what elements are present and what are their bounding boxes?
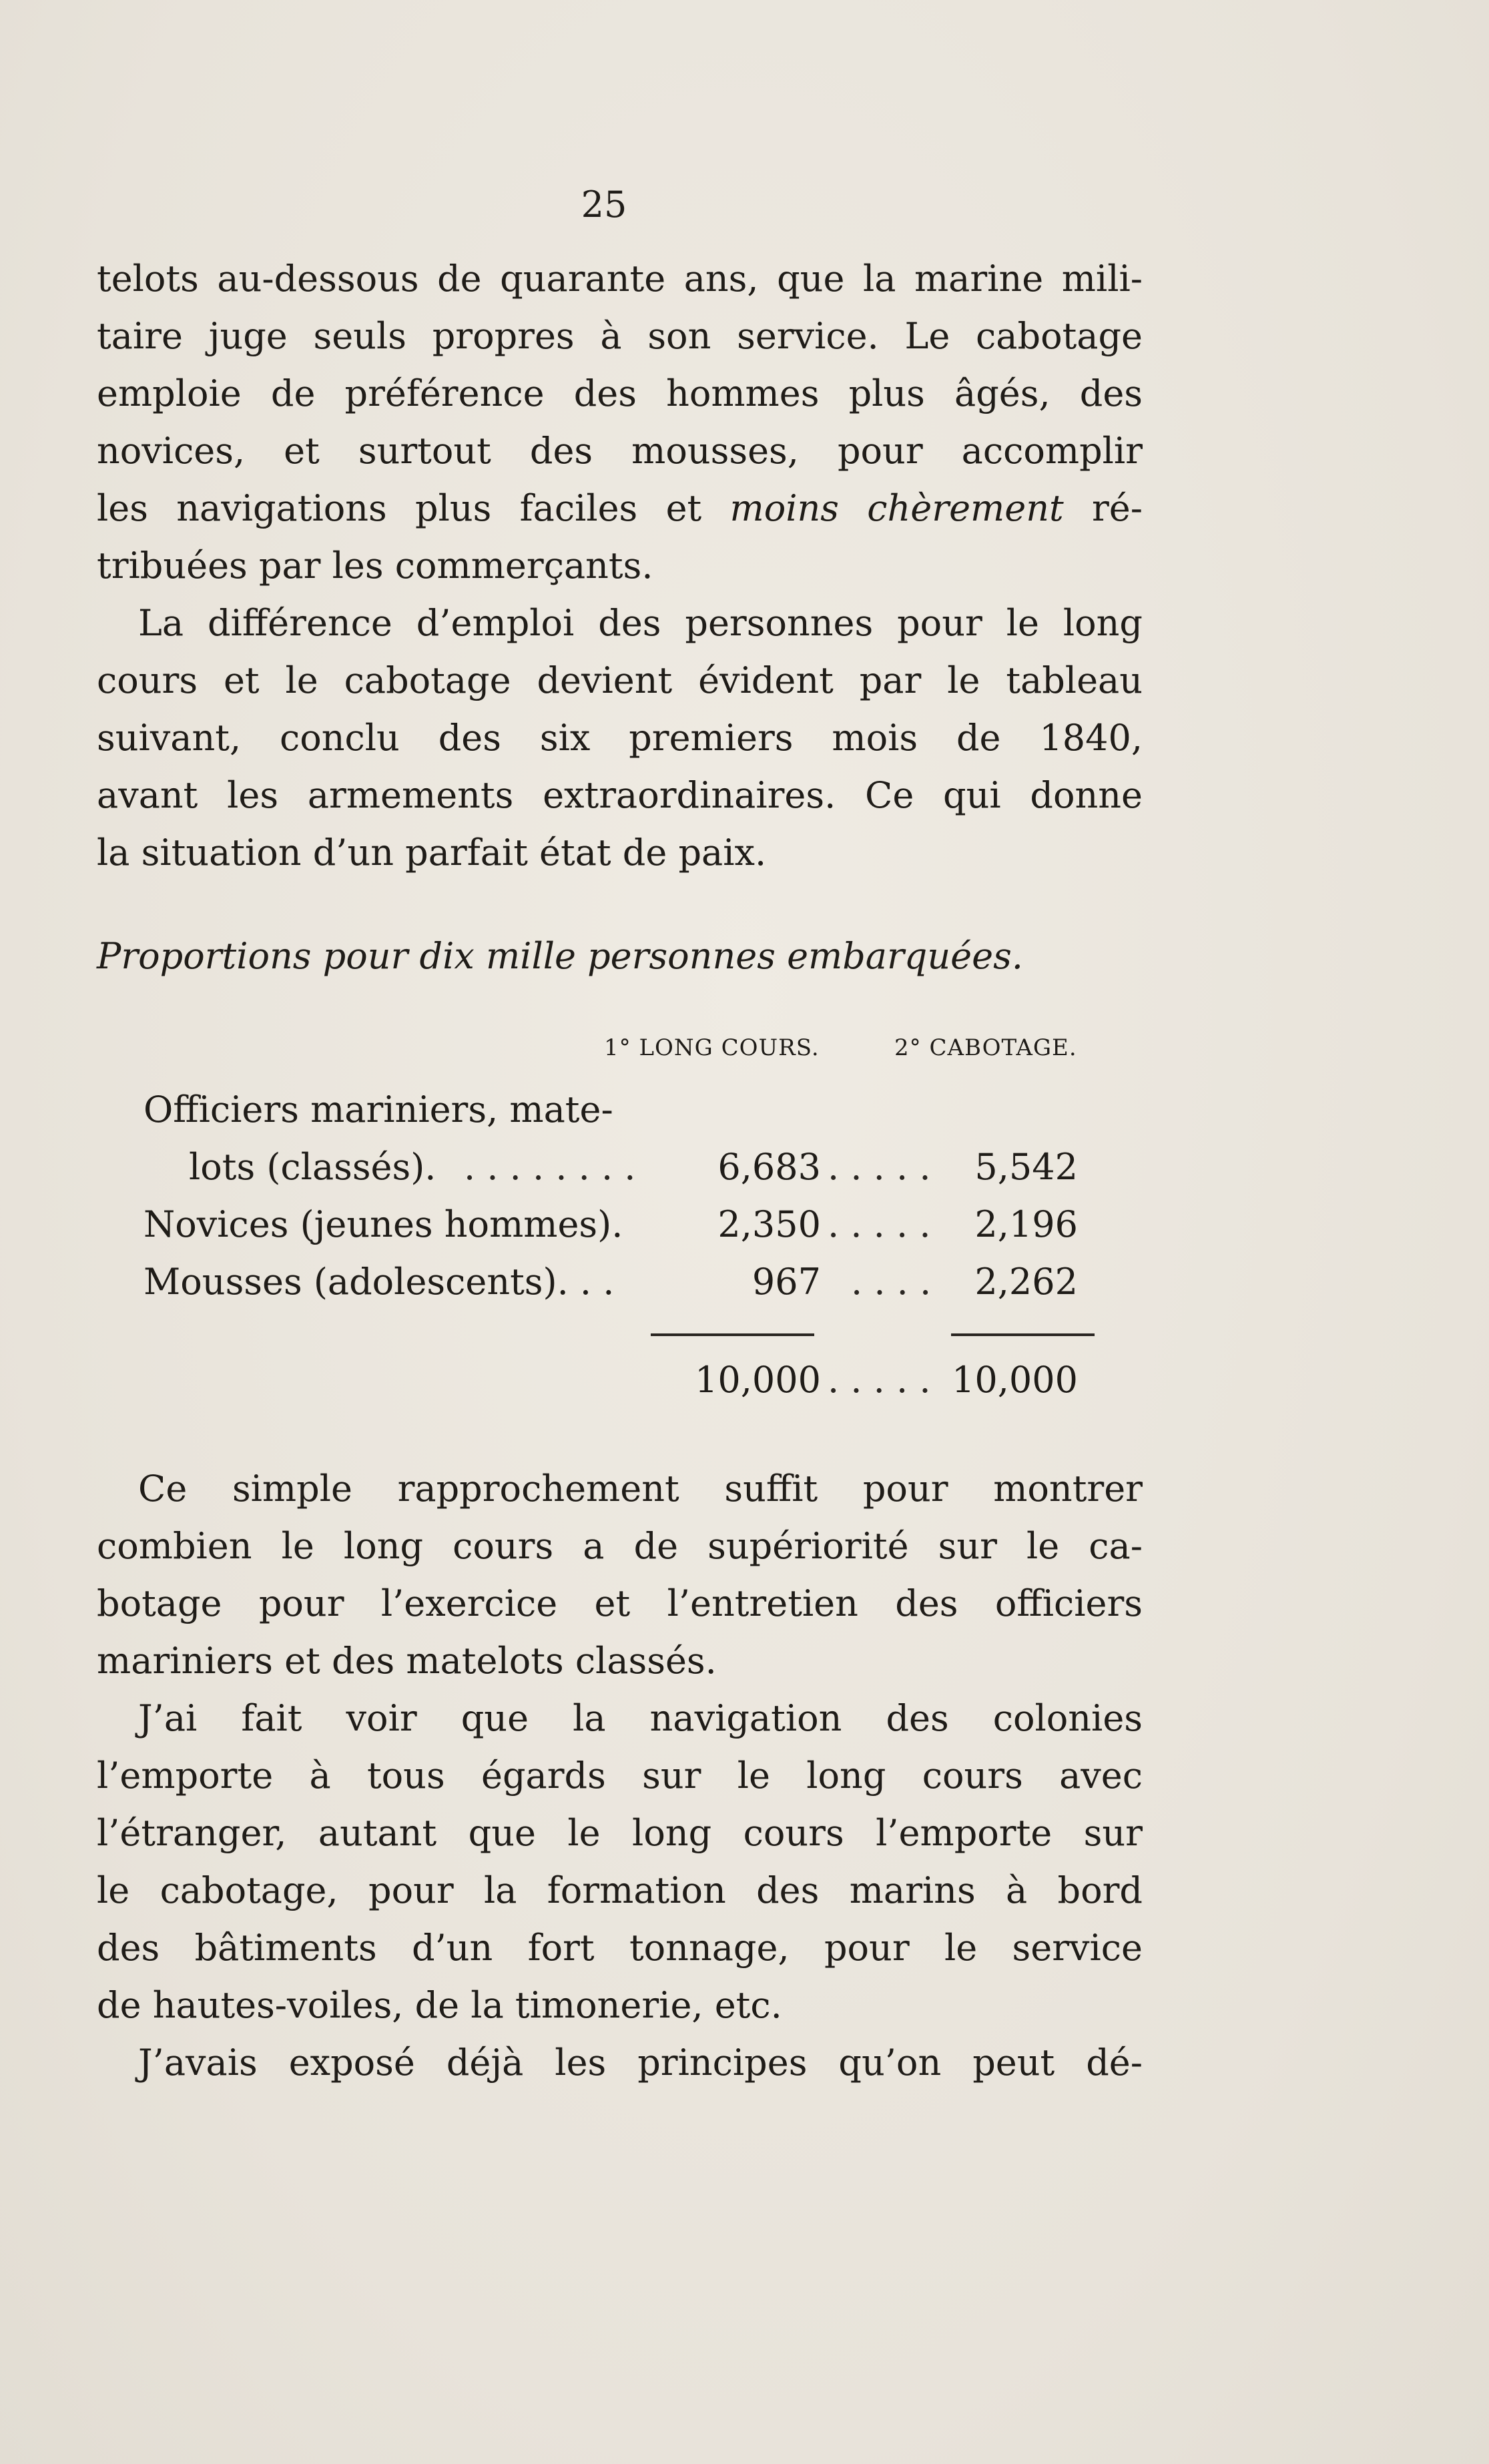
table-total-row: [143, 1351, 1078, 1409]
row-label: Officiers mariniers, mate-: [143, 1089, 613, 1131]
long-cours-total: 10,000: [695, 1359, 821, 1401]
page-number: 25: [581, 184, 627, 226]
text-line: le cabotage, pour la formation des marins à bord: [97, 1869, 1143, 1911]
text-line: cours et le cabotage devient évident par le tableau: [97, 659, 1143, 701]
leader-dots: . . . . . . . .: [464, 1146, 636, 1188]
row-label: lots (classés).: [189, 1146, 436, 1188]
text-line: J’avais exposé déjà les principes qu’on peut dé-: [138, 2042, 1143, 2084]
table-row: [143, 1253, 1078, 1311]
text-line: des bâtiments d’un fort tonnage, pour le service: [97, 1927, 1143, 1969]
long-cours-value: 967: [752, 1261, 821, 1303]
leader-dots: . . . . .: [828, 1359, 931, 1401]
table-row: [143, 1081, 1078, 1139]
text-line: [97, 480, 1143, 537]
text-line: tribuées par les commerçants.: [97, 545, 653, 587]
text-line: Ce simple rapprochement suffit pour montrer: [138, 1468, 1143, 1510]
total-rule-cabotage: [951, 1333, 1095, 1336]
text-line: avant les armements extraordinaires. Ce qui donne: [97, 774, 1143, 816]
leader-dots: . . . .: [851, 1261, 932, 1303]
text-line: telots au-dessous de quarante ans, que la marine mili-: [97, 258, 1143, 300]
cabotage-value: 2,262: [974, 1261, 1078, 1303]
text-line: combien le long cours a de supériorité sur le ca-: [97, 1525, 1143, 1567]
text-line: botage pour l’exercice et l’entretien des officiers: [97, 1582, 1143, 1624]
table-row: [143, 1139, 1078, 1196]
text-line: J’ai fait voir que la navigation des colonies: [138, 1697, 1143, 1739]
text-span: les navigations plus faciles et: [97, 487, 730, 529]
text-line: l’étranger, autant que le long cours l’emporte sur: [97, 1812, 1143, 1854]
text-line: emploie de préférence des hommes plus âgés, des: [97, 372, 1143, 414]
leader-dots: . . . . .: [828, 1146, 931, 1188]
total-rule-long-cours: [651, 1333, 814, 1336]
column-header-cabotage: 2° CABOTAGE.: [894, 1034, 1077, 1061]
long-cours-value: 6,683: [717, 1146, 821, 1188]
row-label: Mousses (adolescents). . .: [143, 1261, 615, 1303]
text-line: mariniers et des matelots classés.: [97, 1640, 717, 1682]
text-line: La différence d’emploi des personnes pour le long: [138, 602, 1143, 644]
text-line: taire juge seuls propres à son service. Le cabotage: [97, 315, 1143, 357]
text-line: la situation d’un parfait état de paix.: [97, 832, 767, 874]
table-caption: Proportions pour dix mille personnes embarquées.: [97, 935, 1023, 977]
long-cours-value: 2,350: [717, 1203, 821, 1245]
text-line: novices, et surtout des mousses, pour accomplir: [97, 430, 1143, 472]
table-row: [143, 1196, 1078, 1253]
text-span: ré-: [1063, 487, 1143, 529]
text-line: de hautes-voiles, de la timonerie, etc.: [97, 1984, 782, 2026]
italic-emphasis: moins chèrement: [729, 487, 1064, 529]
cabotage-total: 10,000: [952, 1359, 1078, 1401]
row-label: Novices (jeunes hommes).: [143, 1203, 623, 1245]
text-line: l’emporte à tous égards sur le long cours avec: [97, 1755, 1143, 1797]
column-header-long-cours: 1° LONG COURS.: [604, 1034, 820, 1061]
text-line: suivant, conclu des six premiers mois de 1840,: [97, 717, 1143, 759]
cabotage-value: 2,196: [974, 1203, 1078, 1245]
leader-dots: . . . . .: [828, 1203, 931, 1245]
cabotage-value: 5,542: [974, 1146, 1078, 1188]
